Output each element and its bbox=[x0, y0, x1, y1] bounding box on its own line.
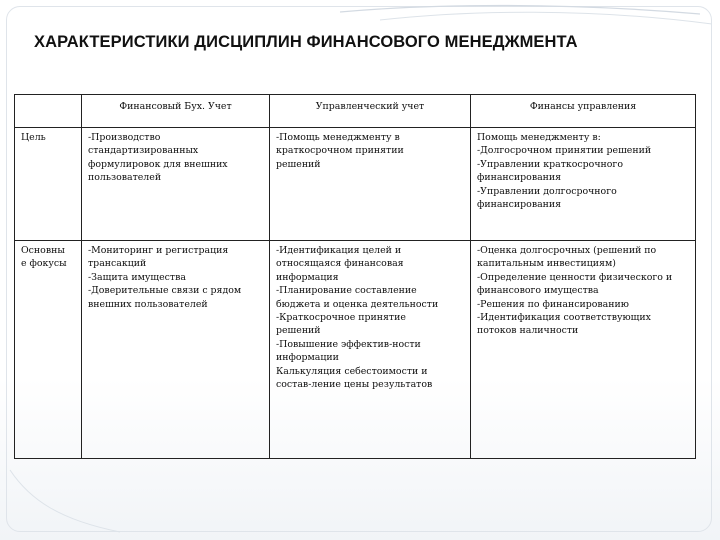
slide-title: ХАРАКТЕРИСТИКИ ДИСЦИПЛИН ФИНАНСОВОГО МЕНЕДЖМЕНТА bbox=[34, 33, 578, 51]
focus-managerial-finance: -Оценка долгосрочных (решений по капитальным инвестициям) -Определение ценности физического и финансового имущества -Решения по финансированию -Идентификация соответствующих потоков наличности bbox=[471, 241, 696, 459]
table-row-goal bbox=[15, 128, 696, 241]
table-row-focus bbox=[15, 241, 696, 459]
row-label-focus: Основны е фокусы bbox=[15, 241, 82, 459]
disciplines-table bbox=[14, 94, 696, 459]
header-corner-cell bbox=[15, 95, 82, 128]
row-label-goal: Цель bbox=[15, 128, 82, 241]
goal-financial-accounting: -Производство стандартизированных формулировок для внешних пользователей bbox=[82, 128, 270, 241]
focus-management-accounting: -Идентификация целей и относящаяся финансовая информация -Планирование составление бюджета и оценка деятельности -Краткосрочное принятие решений -Повышение эффектив-ности информации Калькуляция себестоимости и состав-ление цены результатов bbox=[270, 241, 471, 459]
goal-managerial-finance: Помощь менеджменту в: -Долгосрочном принятии решений -Управлении краткосрочного финансирования -Управлении долгосрочного финансирования bbox=[471, 128, 696, 241]
header-managerial-finance: Финансы управления bbox=[471, 95, 696, 128]
header-management-accounting: Управленческий учет bbox=[270, 95, 471, 128]
table-header-row bbox=[15, 95, 696, 128]
focus-financial-accounting: -Мониторинг и регистрация трансакций -Защита имущества -Доверительные связи с рядом внешних пользователей bbox=[82, 241, 270, 459]
header-financial-accounting: Финансовый Бух. Учет bbox=[82, 95, 270, 128]
goal-management-accounting: -Помощь менеджменту в краткосрочном принятии решений bbox=[270, 128, 471, 241]
